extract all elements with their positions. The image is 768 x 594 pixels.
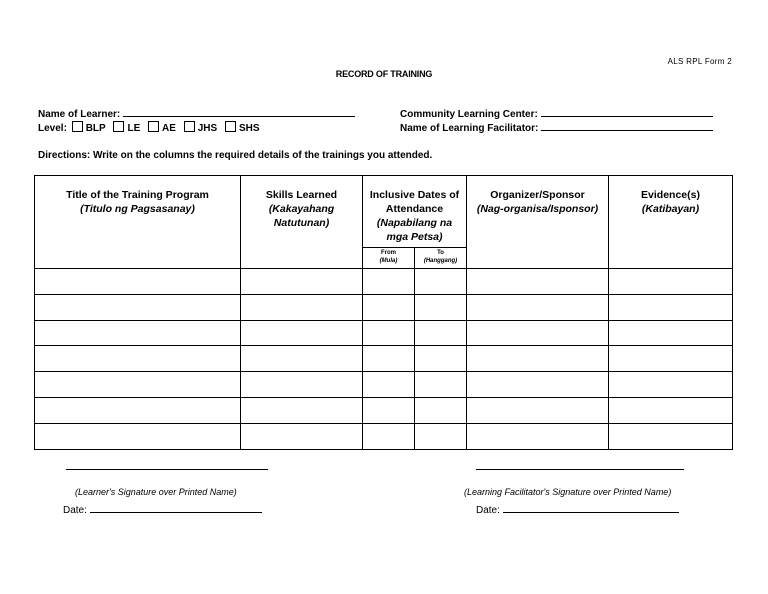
cell-date-to[interactable] bbox=[415, 346, 467, 372]
cell-organizer[interactable] bbox=[467, 423, 609, 449]
cell-evidence[interactable] bbox=[609, 397, 733, 423]
subheader-from-en: From bbox=[381, 250, 396, 256]
column-header-title-fil: (Titulo ng Pagsasanay) bbox=[80, 203, 195, 215]
column-header-skills-en: Skills Learned bbox=[265, 189, 338, 201]
table-row bbox=[35, 346, 733, 372]
learner-date-row bbox=[63, 503, 262, 516]
subheader-from bbox=[363, 248, 415, 269]
learner-name-field[interactable] bbox=[123, 107, 355, 117]
cell-evidence[interactable] bbox=[609, 372, 733, 398]
level-checkbox-le[interactable] bbox=[113, 121, 124, 132]
cell-date-to[interactable] bbox=[415, 423, 467, 449]
cell-organizer[interactable] bbox=[467, 346, 609, 372]
table-row bbox=[35, 294, 733, 320]
cell-skills[interactable] bbox=[241, 346, 363, 372]
cell-title[interactable] bbox=[35, 423, 241, 449]
cell-skills[interactable] bbox=[241, 320, 363, 346]
cell-date-from[interactable] bbox=[363, 269, 415, 295]
facilitator-row bbox=[400, 121, 713, 134]
level-checkbox-blp[interactable] bbox=[72, 121, 83, 132]
cell-date-from[interactable] bbox=[363, 423, 415, 449]
facilitator-date-label: Date: bbox=[476, 505, 500, 516]
cell-title[interactable] bbox=[35, 346, 241, 372]
column-header-skills bbox=[241, 176, 363, 269]
cell-date-from[interactable] bbox=[363, 320, 415, 346]
cell-organizer[interactable] bbox=[467, 320, 609, 346]
cell-organizer[interactable] bbox=[467, 294, 609, 320]
level-option-shs: SHS bbox=[238, 123, 260, 134]
learner-name-label: Name of Learner: bbox=[38, 109, 121, 120]
cell-date-from[interactable] bbox=[363, 372, 415, 398]
facilitator-date-field[interactable] bbox=[503, 503, 679, 513]
facilitator-label: Name of Learning Facilitator: bbox=[400, 123, 539, 134]
cell-skills[interactable] bbox=[241, 269, 363, 295]
subheader-to bbox=[415, 248, 467, 269]
level-option-blp: BLP bbox=[85, 123, 106, 134]
table-row bbox=[35, 397, 733, 423]
table-row bbox=[35, 320, 733, 346]
cell-skills[interactable] bbox=[241, 294, 363, 320]
cell-evidence[interactable] bbox=[609, 294, 733, 320]
directions: Directions: Write on the columns the required details of the trainings you attended. bbox=[38, 150, 433, 161]
column-header-dates-fil: (Napabilang na mga Petsa) bbox=[376, 217, 453, 243]
clc-label: Community Learning Center: bbox=[400, 109, 538, 120]
column-header-dates-en: Inclusive Dates of Attendance bbox=[369, 189, 460, 215]
subheader-to-en: To bbox=[437, 250, 444, 256]
clc-row bbox=[400, 107, 713, 120]
level-option-jhs: JHS bbox=[197, 123, 218, 134]
cell-evidence[interactable] bbox=[609, 346, 733, 372]
table-row bbox=[35, 269, 733, 295]
facilitator-signature-line[interactable] bbox=[476, 469, 684, 470]
column-header-evidence-en: Evidence(s) bbox=[641, 189, 700, 201]
cell-date-to[interactable] bbox=[415, 269, 467, 295]
cell-date-from[interactable] bbox=[363, 397, 415, 423]
level-option-le: LE bbox=[127, 123, 141, 134]
level-checkbox-jhs[interactable] bbox=[184, 121, 195, 132]
cell-date-to[interactable] bbox=[415, 294, 467, 320]
cell-title[interactable] bbox=[35, 397, 241, 423]
level-checkbox-shs[interactable] bbox=[225, 121, 236, 132]
learner-signature-caption: (Learner's Signature over Printed Name) bbox=[75, 487, 237, 497]
column-header-organizer-en: Organizer/Sponsor bbox=[490, 189, 585, 201]
form-title: RECORD OF TRAINING bbox=[335, 69, 433, 79]
form-code: ALS RPL Form 2 bbox=[667, 57, 732, 66]
column-header-organizer-fil: (Nag-organisa/Isponsor) bbox=[476, 203, 599, 215]
learner-date-field[interactable] bbox=[90, 503, 262, 513]
cell-date-from[interactable] bbox=[363, 346, 415, 372]
column-header-dates bbox=[363, 176, 467, 248]
cell-title[interactable] bbox=[35, 372, 241, 398]
subheader-to-fil: (Hanggang) bbox=[423, 258, 458, 264]
facilitator-field[interactable] bbox=[541, 121, 713, 131]
cell-title[interactable] bbox=[35, 269, 241, 295]
cell-skills[interactable] bbox=[241, 423, 363, 449]
facilitator-date-row bbox=[476, 503, 679, 516]
learner-name-row bbox=[38, 107, 355, 120]
cell-date-to[interactable] bbox=[415, 372, 467, 398]
table-row bbox=[35, 372, 733, 398]
column-header-title bbox=[35, 176, 241, 269]
cell-title[interactable] bbox=[35, 320, 241, 346]
cell-date-from[interactable] bbox=[363, 294, 415, 320]
cell-evidence[interactable] bbox=[609, 320, 733, 346]
cell-skills[interactable] bbox=[241, 397, 363, 423]
column-header-title-en: Title of the Training Program bbox=[66, 189, 209, 201]
cell-organizer[interactable] bbox=[467, 269, 609, 295]
subheader-from-fil: (Mula) bbox=[379, 258, 398, 264]
cell-date-to[interactable] bbox=[415, 320, 467, 346]
column-header-skills-fil: (Kakayahang Natutunan) bbox=[268, 203, 335, 229]
level-option-ae: AE bbox=[162, 123, 176, 134]
facilitator-signature-caption: (Learning Facilitator's Signature over Printed Name) bbox=[464, 487, 672, 497]
learner-date-label: Date: bbox=[63, 505, 87, 516]
level-row bbox=[38, 121, 263, 134]
column-header-evidence-fil: (Katibayan) bbox=[641, 203, 700, 215]
cell-skills[interactable] bbox=[241, 372, 363, 398]
training-table bbox=[34, 175, 733, 450]
column-header-organizer bbox=[467, 176, 609, 269]
cell-title[interactable] bbox=[35, 294, 241, 320]
cell-date-to[interactable] bbox=[415, 397, 467, 423]
cell-organizer[interactable] bbox=[467, 397, 609, 423]
cell-evidence[interactable] bbox=[609, 423, 733, 449]
cell-organizer[interactable] bbox=[467, 372, 609, 398]
table-row bbox=[35, 423, 733, 449]
clc-field[interactable] bbox=[541, 107, 713, 117]
column-header-evidence bbox=[609, 176, 733, 269]
cell-evidence[interactable] bbox=[609, 269, 733, 295]
learner-signature-line[interactable] bbox=[66, 469, 268, 470]
level-label: Level: bbox=[38, 123, 67, 134]
level-checkbox-ae[interactable] bbox=[148, 121, 159, 132]
